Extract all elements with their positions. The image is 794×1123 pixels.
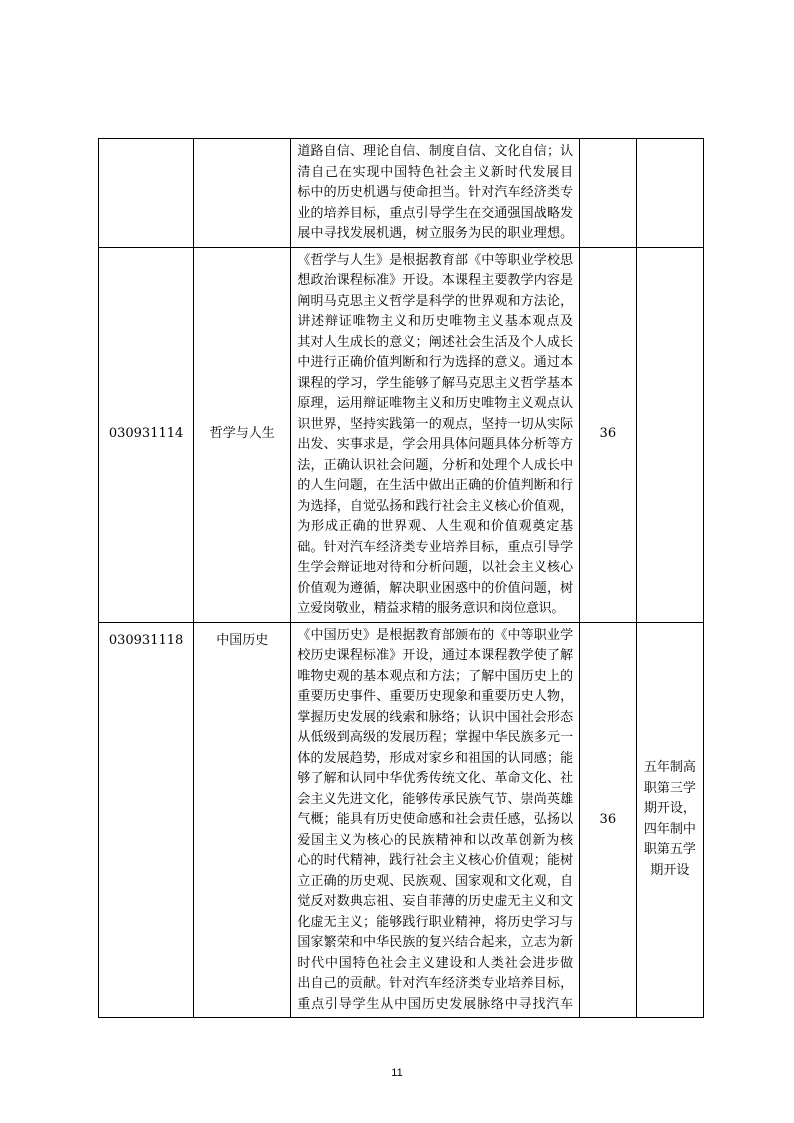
description-line: 础。针对汽车经济类专业培养目标，重点引导学 [297,539,573,555]
description-line: 重要历史事件、重要历史现象和重要历史人物， [297,689,573,704]
description-line: 清自己在实现中国特色社会主义新时代发展目 [297,164,573,180]
course-note-cell [636,247,703,622]
description-line: 中进行正确价值判断和行为选择的意义。通过本 [297,355,573,370]
description-line: 阐明马克思主义哲学是科学的世界观和方法论， [297,293,573,309]
description-line: 会主义先进文化，能够传承民族气节、崇尚英雄 [297,791,573,807]
description-line: 立正确的历史观、民族观、国家观和文化观，自 [297,873,573,889]
course-description-cell [291,139,579,248]
course-hours-cell: 36 [579,622,636,1018]
description-line: 重点引导学生从中国历史发展脉络中寻找汽车 [297,996,573,1012]
page-number: 11 [391,1067,403,1079]
curriculum-table [98,138,704,1018]
description-line: 掌握历史发展的线索和脉络；认识中国社会形态 [297,709,573,725]
description-line: 标中的历史机遇与使命担当。针对汽车经济类专 [297,185,573,200]
description-line: 够了解和认同中华优秀传统文化、革命文化、社 [297,771,573,786]
course-name-cell [194,139,291,248]
description-line: 课程的学习，学生能够了解马克思主义哲学基本 [297,375,573,391]
description-line: 体的发展趋势，形成对家乡和祖国的认同感；能 [297,750,573,766]
table-row [99,622,704,1018]
description-line: 出自己的贡献。针对汽车经济类专业培养目标， [297,976,573,991]
description-line: 价值观为遵循，解决职业困惑中的价值问题，树 [297,580,573,596]
description-line: 时代中国特色社会主义建设和人类社会进步做 [297,955,573,971]
description-line: 《中国历史》是根据教育部颁布的《中等职业学 [297,627,573,643]
description-line: 爱国主义为核心的民族精神和以改革创新为核 [297,832,573,848]
description-line: 气概；能具有历史使命感和社会责任感，弘扬以 [297,812,573,827]
description-line: 的人生问题，在生活中做出正确的价值判断和行 [297,478,573,493]
course-description-cell [291,622,579,1018]
description-line: 为形成正确的世界观、人生观和价值观奠定基 [297,519,573,534]
description-line: 唯物史观的基本观点和方法；了解中国历史上的 [297,668,573,684]
description-line: 讲述辩证唯物主义和历史唯物主义基本观点及 [297,314,573,329]
description-line: 国家繁荣和中华民族的复兴结合起来，立志为新 [297,935,573,950]
course-code-cell: 030931114 [99,247,194,622]
description-line: 心的时代精神，践行社会主义核心价值观；能树 [297,853,573,868]
course-hours-cell: 36 [579,247,636,622]
course-code-cell: 030931118 [99,622,194,1018]
course-name-cell: 哲学与人生 [194,247,291,622]
course-note-cell: 五年制高职第三学期开设，四年制中职第五学期开设 [636,622,703,1018]
description-line: 立爱岗敬业，精益求精的服务意识和岗位意识。 [297,601,565,616]
course-hours-cell [579,139,636,248]
description-line: 化虚无主义；能够践行职业精神，将历史学习与 [297,914,573,930]
description-line: 《哲学与人生》是根据教育部《中等职业学校思 [297,252,573,268]
description-line: 其对人生成长的意义；阐述社会生活及个人成长 [297,334,573,350]
description-line: 生学会辩证地对待和分析问题，以社会主义核心 [297,560,573,575]
course-description-cell [291,247,579,622]
table-row [99,247,704,622]
description-line: 原理，运用辩证唯物主义和历史唯物主义观点认 [297,396,573,411]
description-line: 出发、实事求是，学会用具体问题具体分析等方 [297,437,573,452]
table-row [99,139,704,248]
description-line: 道路自信、理论自信、制度自信、文化自信；认 [297,144,573,159]
description-line: 为选择，自觉弘扬和践行社会主义核心价值观， [297,498,573,514]
description-line: 业的培养目标，重点引导学生在交通强国战略发 [297,205,573,221]
description-line: 想政治课程标准》开设。本课程主要教学内容是 [297,273,573,288]
course-name-cell: 中国历史 [194,622,291,1018]
description-line: 识世界，坚持实践第一的观点，坚持一切从实际 [297,416,573,432]
description-line: 觉反对数典忘祖、妄自菲薄的历史虚无主义和文 [297,894,573,909]
course-note-cell [636,139,703,248]
description-line: 校历史课程标准》开设，通过本课程教学使了解 [297,648,573,663]
description-line: 展中寻找发展机遇，树立服务为民的职业理想。 [297,226,573,241]
description-line: 法，正确认识社会问题，分析和处理个人成长中 [297,457,573,473]
course-code-cell [99,139,194,248]
description-line: 从低级到高级的发展历程；掌握中华民族多元一 [297,730,573,745]
